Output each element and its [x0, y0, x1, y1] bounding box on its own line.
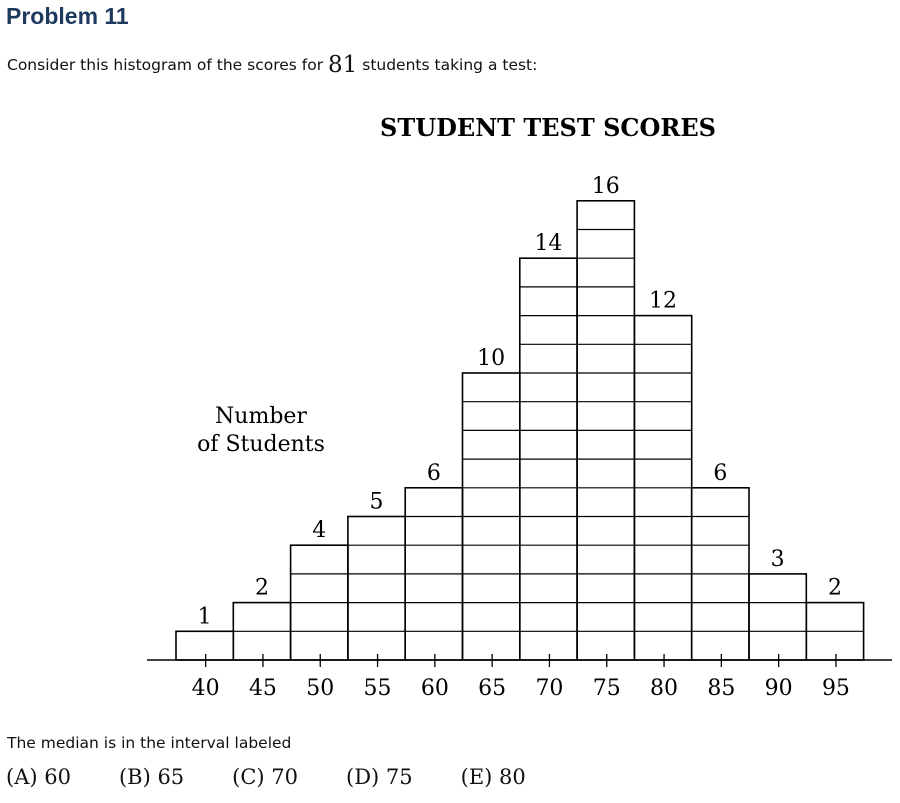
- histogram-bars: [176, 201, 864, 660]
- question-text: The median is in the interval labeled: [7, 734, 292, 752]
- problem-title: Problem 11: [6, 3, 129, 29]
- x-tick-label: 45: [248, 676, 277, 701]
- bar-value-label: 1: [197, 604, 212, 630]
- bar-value-label: 5: [369, 489, 384, 515]
- x-tick-label: 50: [306, 676, 335, 701]
- bar-value-label: 6: [713, 460, 728, 486]
- bar-value-label: 4: [312, 518, 327, 544]
- chart-title: STUDENT TEST SCORES: [380, 113, 716, 142]
- x-axis: [147, 654, 892, 701]
- bar-90: [749, 574, 806, 660]
- intro-text-after: students taking a test:: [357, 56, 538, 74]
- x-tick-label: 70: [535, 676, 564, 701]
- bar-value-label: 12: [649, 288, 678, 314]
- bar-value-label: 14: [534, 231, 563, 257]
- student-count: 81: [328, 52, 358, 78]
- problem-intro: [7, 52, 537, 78]
- x-tick-label: 75: [592, 676, 621, 701]
- bar-value-label: 10: [477, 346, 506, 371]
- x-tick-label: 90: [764, 676, 793, 701]
- x-tick-label: 60: [420, 676, 449, 701]
- x-tick-label: 95: [821, 676, 850, 701]
- bar-value-label: 3: [770, 546, 785, 572]
- bar-value-label: 2: [254, 575, 269, 601]
- x-tick-label: 65: [478, 676, 507, 701]
- bar-value-label: 6: [426, 460, 441, 486]
- choice-a[interactable]: (A) 60: [6, 765, 71, 789]
- bar-55: [348, 517, 405, 661]
- intro-text-before: Consider this histogram of the scores for: [7, 56, 329, 74]
- x-tick-label: 85: [707, 676, 736, 701]
- histogram-chart: [0, 100, 900, 710]
- bar-40: [176, 631, 233, 660]
- x-tick-label: 40: [191, 676, 220, 701]
- answer-choices: [6, 765, 574, 789]
- choice-c[interactable]: (C) 70: [232, 765, 299, 789]
- x-tick-label: 55: [363, 676, 392, 701]
- x-tick-label: 80: [650, 676, 679, 701]
- choice-b[interactable]: (B) 65: [118, 765, 185, 789]
- bar-value-label: 16: [591, 173, 620, 199]
- choice-d[interactable]: (D) 75: [346, 765, 413, 789]
- choice-e[interactable]: (E) 80: [460, 765, 526, 789]
- bar-value-label: 2: [827, 575, 842, 601]
- y-axis-label-line-2: of Students: [197, 432, 325, 457]
- y-axis-label-line-1: Number: [215, 404, 307, 429]
